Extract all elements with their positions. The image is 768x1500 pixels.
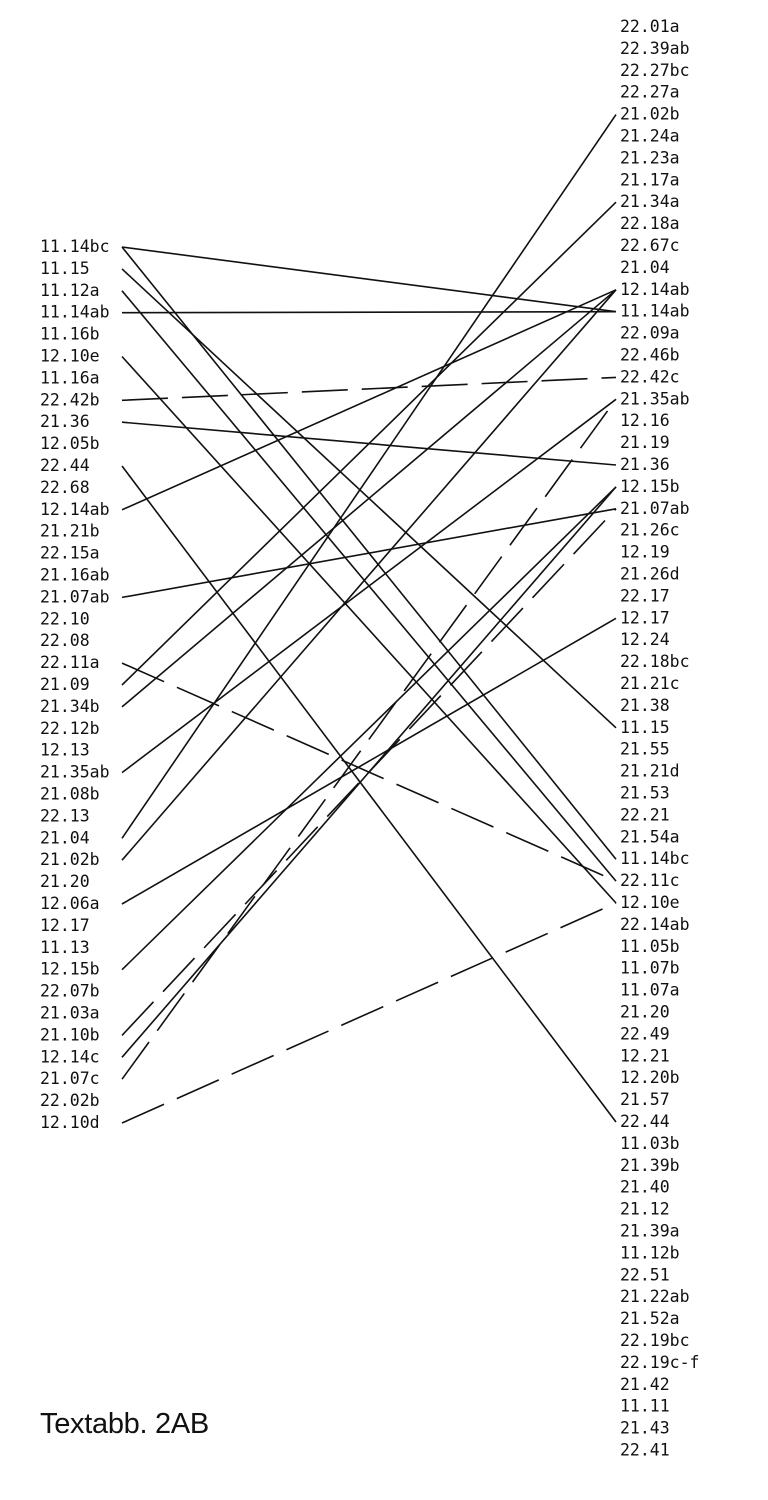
left-label: 22.44 [40,456,90,475]
right-label: 21.39b [620,1155,680,1175]
right-label: 21.53 [620,783,670,803]
left-label: 21.07c [40,1069,100,1089]
right-label: 21.22ab [620,1287,690,1307]
left-label: 22.42b [40,390,100,410]
left-label: 21.10b [40,1025,100,1045]
right-label: 11.03b [620,1133,680,1153]
connection-line [122,377,616,400]
connection-line [122,290,616,860]
connection-line [122,509,616,598]
right-label: 22.41 [620,1440,670,1460]
left-label: 21.20 [40,872,90,892]
right-label: 22.67c [620,236,680,255]
left-label: 21.04 [40,828,90,848]
right-label: 21.55 [620,739,670,759]
right-label: 21.21c [620,674,680,693]
right-label: 21.35ab [620,389,690,409]
right-label: 21.39a [620,1221,680,1241]
right-label: 22.21 [620,805,670,825]
right-label: 21.40 [620,1177,670,1197]
right-label: 11.12b [620,1243,680,1263]
right-label: 22.27a [620,82,680,102]
right-label: 21.17a [620,170,680,190]
left-label: 21.03a [40,1003,100,1023]
right-label: 21.12 [620,1199,670,1219]
right-label: 21.43 [620,1418,670,1438]
connection-line [122,399,616,1079]
left-label: 12.14ab [40,499,110,519]
right-label: 21.42 [620,1374,670,1394]
right-label: 11.14bc [620,849,690,869]
right-label: 22.46b [620,345,680,365]
left-label: 21.34b [40,696,100,716]
right-label: 22.49 [620,1024,670,1044]
right-label: 21.19 [620,433,670,453]
left-label: 11.16b [40,324,100,344]
right-label: 22.17 [620,586,670,606]
right-label: 12.14ab [620,279,690,299]
right-label: 21.52a [620,1309,680,1329]
right-label: 21.23a [620,148,680,168]
left-label: 11.14ab [40,302,110,322]
right-label: 21.20 [620,1002,670,1022]
connection-line [122,247,616,312]
right-label: 21.57 [620,1090,670,1110]
right-label: 22.14ab [620,914,690,934]
left-label: 21.21b [40,521,100,541]
left-label: 11.13 [40,937,90,957]
right-label: 11.07b [620,958,680,978]
left-label: 22.11a [40,653,100,673]
left-label: 12.14c [40,1047,100,1067]
right-label: 12.20b [620,1068,680,1088]
connection-line [122,290,616,707]
left-label: 11.15 [40,258,90,278]
right-label: 21.26c [620,520,680,540]
connection-line [122,202,616,685]
right-label: 22.27bc [620,60,690,80]
right-label: 11.11 [620,1396,670,1416]
right-label: 21.38 [620,695,670,715]
left-label: 12.10e [40,346,100,366]
connection-line [122,357,616,904]
left-label: 12.15b [40,959,100,979]
right-label: 21.21d [620,761,680,781]
right-label: 11.15 [620,717,670,737]
left-label: 21.36 [40,412,90,432]
right-column [620,17,699,1460]
left-label: 11.14bc [40,237,110,256]
right-label: 12.10e [620,893,680,912]
left-label: 12.06a [40,894,100,913]
right-label: 21.24a [620,126,680,146]
right-label: 11.05b [620,936,680,956]
left-column [40,237,110,1132]
left-label: 11.16a [40,368,100,388]
left-label: 12.17 [40,915,90,935]
right-label: 21.07ab [620,498,690,518]
left-label: 22.68 [40,477,90,497]
connection-line [122,618,616,904]
connection-line [122,487,616,1057]
left-label: 21.09 [40,675,90,694]
right-label: 22.18bc [620,652,690,672]
right-label: 22.09a [620,323,680,343]
left-label: 22.07b [40,981,100,1001]
left-label: 21.16ab [40,565,110,585]
right-label: 21.04 [620,257,670,277]
left-label: 21.35ab [40,762,110,782]
right-label: 11.07a [620,980,680,1000]
connection-line [122,312,616,313]
left-label: 22.08 [40,631,90,651]
left-label: 21.07ab [40,587,110,607]
left-label: 12.05b [40,434,100,454]
right-label: 22.01a [620,17,680,36]
right-label: 22.51 [620,1265,670,1285]
connection-lines [122,115,616,1123]
left-label: 22.10 [40,609,90,629]
left-label: 22.13 [40,806,90,826]
connection-line [122,487,616,970]
right-label: 12.15b [620,476,680,496]
left-label: 22.12b [40,718,100,738]
right-label: 21.02b [620,104,680,124]
left-label: 12.10d [40,1113,100,1132]
right-label: 22.18a [620,214,680,234]
left-label: 21.08b [40,784,100,804]
right-label: 22.39ab [620,38,690,58]
right-label: 12.21 [620,1046,670,1066]
connection-line [122,466,616,1122]
right-label: 22.19bc [620,1331,690,1350]
figure-caption: Textabb. 2AB [40,1408,209,1440]
left-label: 21.02b [40,850,100,870]
right-label: 12.17 [620,608,670,628]
left-label: 22.15a [40,543,100,563]
right-label: 12.16 [620,411,670,431]
right-label: 22.11c [620,871,680,891]
left-label: 11.12a [40,280,100,300]
right-label: 22.42c [620,367,680,387]
left-label: 22.02b [40,1091,100,1111]
right-label: 22.19c-f [620,1352,700,1372]
right-label: 21.34a [620,192,680,212]
right-label: 11.14ab [620,301,690,321]
right-label: 22.44 [620,1112,670,1131]
right-label: 21.26d [620,564,680,584]
connection-line [122,399,616,772]
left-label: 12.13 [40,740,90,760]
right-label: 21.54a [620,827,680,847]
right-label: 12.24 [620,630,670,650]
right-label: 12.19 [620,542,670,562]
connection-line [122,903,616,1123]
right-label: 21.36 [620,455,670,474]
